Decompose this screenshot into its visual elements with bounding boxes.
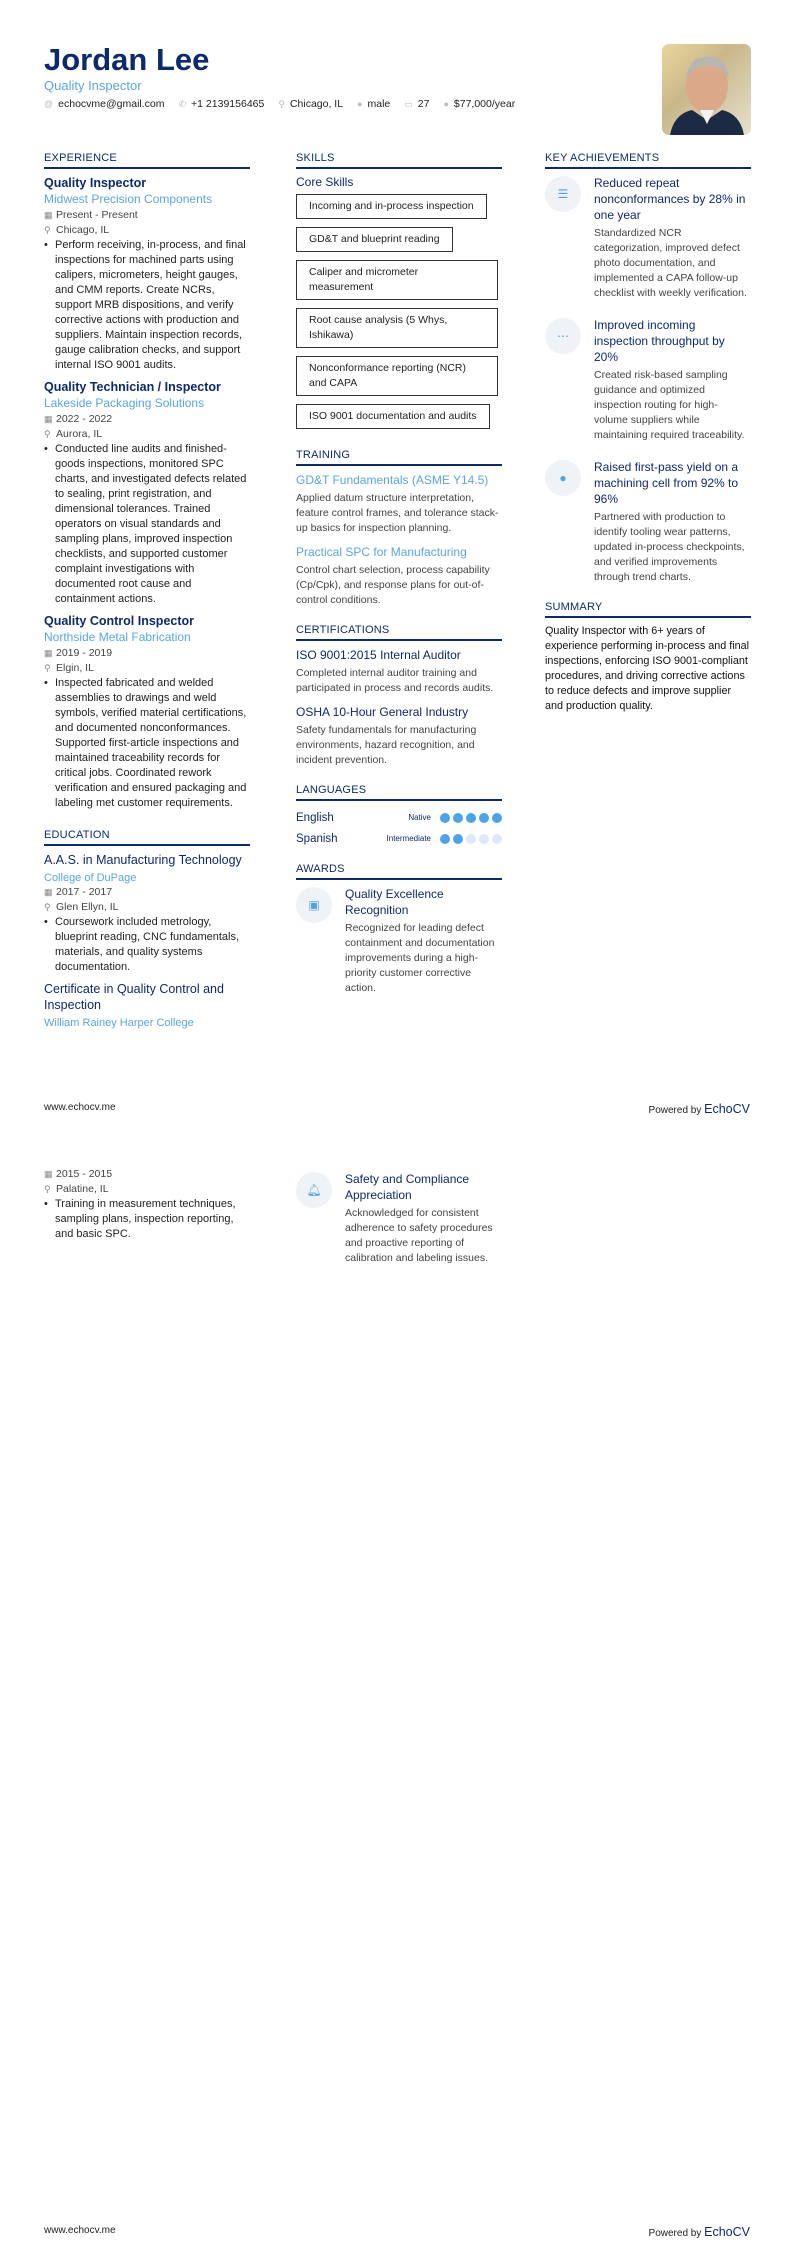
award-desc: Acknowledged for consistent adherence to safety procedures and proactive reporting of calibration and labeling issues. — [345, 1207, 493, 1264]
proficiency-dot — [492, 834, 502, 844]
skill-tag: ISO 9001 documentation and audits — [296, 404, 490, 429]
calendar-icon: ▦ — [44, 414, 53, 424]
education-bullet: Training in measurement techniques, sampling plans, inspection reporting, and basic SPC. — [55, 1198, 236, 1240]
location-pin-icon: ⚲ — [44, 902, 51, 912]
degree: Certificate in Quality Control and Inspection — [44, 982, 224, 1012]
middle-column — [296, 152, 502, 1012]
certifications-title: ISO 9001:2015 Internal Auditor — [296, 648, 461, 662]
email: echocvme@gmail.com — [58, 98, 165, 110]
training-desc: Applied datum structure interpretation, feature control frames, and tolerance stack-up basics for inspection planning. — [296, 492, 499, 534]
proficiency-dot — [453, 834, 463, 844]
skill-row — [296, 308, 502, 356]
achievement-desc: Partnered with production to identify tooling wear patterns, updated in-process checkpoints, and verified improvements through trend charts. — [594, 511, 745, 583]
summary-heading: SUMMARY — [545, 601, 751, 618]
training-desc: Control chart selection, process capability (Cp/Cpk), and response plans for out-of-control conditions. — [296, 564, 490, 606]
skill-tag: Root cause analysis (5 Whys, Ishikawa) — [296, 308, 498, 348]
experience-heading: EXPERIENCE — [44, 152, 250, 169]
brand-logo: EchoCV — [704, 1102, 750, 1116]
language-level: Native — [408, 813, 431, 822]
achievement-item — [545, 459, 751, 593]
award-item — [296, 886, 502, 1004]
bullet-dot: • — [44, 239, 48, 251]
achievements-heading: KEY ACHIEVEMENTS — [545, 152, 751, 169]
skill-tag: Nonconformance reporting (NCR) and CAPA — [296, 356, 498, 396]
award-desc: Recognized for leading defect containment and documentation improvements during a high-priority customer corrective action. — [345, 922, 495, 994]
job-title: Quality Technician / Inspector — [44, 380, 221, 394]
achievement-content — [594, 175, 751, 309]
dates-row — [44, 412, 250, 427]
middle-column-continued — [296, 1171, 502, 1282]
bullet-text: Inspected fabricated and welded assemblies to drawings and weld symbols, verified material certifications, and documented nonconformances. Supported first-article inspections and maintained traceability records for critical jobs. Coordinated rework verification and ensured packaging and labeling met customer requirements. — [55, 677, 247, 809]
badge-icon: ● — [545, 460, 581, 496]
experience-entry — [44, 175, 250, 373]
candidate-name: Jordan Lee — [44, 42, 210, 77]
certifications-desc: Completed internal auditor training and participated in process and records audits. — [296, 667, 494, 694]
awards-heading: AWARDS — [296, 863, 502, 880]
education-heading: EDUCATION — [44, 829, 250, 846]
left-column — [44, 152, 250, 1030]
proficiency-dot — [466, 813, 476, 823]
brand-logo: EchoCV — [704, 2225, 750, 2239]
location-pin-icon: ⚲ — [44, 225, 51, 235]
bell-icon: 🔔︎ — [296, 1172, 332, 1208]
skill-tag: Incoming and in-process inspection — [296, 194, 487, 219]
award-item — [296, 1171, 502, 1274]
location-pin-icon: ⚲ — [44, 429, 51, 439]
location-row — [44, 223, 250, 238]
contact-row — [44, 98, 515, 110]
skill-row — [296, 356, 502, 404]
resume-page-2 — [0, 1123, 794, 2246]
achievement-desc: Created risk-based sampling guidance and optimized inspection routing for high-volume suppliers while maintaining required traceability. — [594, 369, 745, 441]
proficiency-dot — [492, 813, 502, 823]
language-name: English — [296, 811, 334, 824]
calendar-icon: ▦ — [44, 887, 53, 897]
training-title: Practical SPC for Manufacturing — [296, 545, 467, 559]
skills-heading: SKILLS — [296, 152, 502, 169]
education-bullet: Coursework included metrology, blueprint reading, CNC fundamentals, materials, and quality systems documentation. — [55, 916, 240, 973]
dots-icon: ⋯ — [545, 318, 581, 354]
dates: Present - Present — [56, 209, 138, 221]
award-title: Safety and Compliance Appreciation — [345, 1172, 470, 1202]
bullet-dot: • — [44, 677, 48, 689]
location-pin-icon: ⚲ — [44, 663, 51, 673]
bullet-text: Conducted line audits and finished-goods inspections, monitored SPC charts, and investigated defects related to sealing, print registration, and dimensional tolerances. Trained operators on visual standards and sampling plans, improved inspection checklists, and supported customer complaint investigations with documented root cause and containment actions. — [55, 443, 247, 605]
skill-row — [296, 227, 502, 260]
languages-heading: LANGUAGES — [296, 784, 502, 801]
powered-by: Powered by — [648, 1105, 702, 1116]
achievement-item — [545, 175, 751, 309]
achievement-content — [594, 459, 751, 593]
proficiency-dot — [440, 813, 450, 823]
bullet-item — [44, 442, 250, 607]
salary-icon: ● — [443, 99, 449, 109]
calendar-icon: ▦ — [44, 210, 53, 220]
skill-group-title: Core Skills — [296, 175, 354, 189]
summary-text: Quality Inspector with 6+ years of experience performing in-process and final inspections, enforcing ISO 9001-compliant procedures, and driving corrective actions to reduce defects and improve supplier and production quality. — [545, 625, 750, 712]
bullet-item — [44, 238, 250, 373]
skill-tag: Caliper and micrometer measurement — [296, 260, 498, 300]
achievement-content — [594, 317, 751, 451]
person-icon: ● — [357, 99, 363, 109]
location-row — [44, 661, 250, 676]
email-icon: @ — [44, 99, 54, 109]
dates: 2015 - 2015 — [56, 1168, 113, 1180]
experience-entry — [44, 379, 250, 607]
location-row — [44, 427, 250, 442]
company-name: Lakeside Packaging Solutions — [44, 396, 205, 410]
school: College of DuPage — [44, 872, 137, 884]
phone: +1 2139156465 — [191, 98, 265, 110]
bullet-item — [44, 676, 250, 811]
language-name: Spanish — [296, 832, 338, 845]
skill-tag: GD&T and blueprint reading — [296, 227, 453, 252]
footer — [44, 1102, 750, 1116]
candidate-title: Quality Inspector — [44, 78, 142, 93]
certifications-desc: Safety fundamentals for manufacturing environments, hazard recognition, and incident prevention. — [296, 724, 477, 766]
achievement-title: Improved incoming inspection throughput by 20% — [594, 318, 725, 364]
achievement-desc: Standardized NCR categorization, improved defect photo documentation, and implemented a CAPA follow-up checklist with weekly verification. — [594, 227, 747, 299]
location-pin-icon: ⚲ — [44, 1184, 51, 1194]
job-title: Quality Control Inspector — [44, 614, 195, 628]
age: 27 — [417, 98, 430, 110]
company-name: Northside Metal Fabrication — [44, 630, 191, 644]
achievement-title: Raised first-pass yield on a machining cell from 92% to 96% — [594, 460, 739, 506]
bullet-text: Perform receiving, in-process, and final inspections for machined parts using calipers, micrometers, height gauges, and CMM reports. Create NCRs, support MRB dispositions, and verify corrective actions with production and suppliers. Maintain inspection records, gauge calibration checks, and support internal ISO 9001 audits. — [55, 239, 246, 371]
location: Chicago, IL — [289, 98, 344, 110]
calendar-icon: ▦ — [44, 648, 53, 658]
education-entry: A.A.S. in Manufacturing Technology College of DuPage ▦ 2017 - 2017 ⚲ Glen Ellyn, IL • Coursework included metrology, blueprint reading, CNC fundamentals, materials, and quality systems documentation. — [44, 852, 250, 975]
dates: 2019 - 2019 — [56, 647, 113, 659]
location: Chicago, IL — [56, 224, 110, 236]
language-level: Intermediate — [386, 834, 431, 843]
company-name: Midwest Precision Components — [44, 192, 213, 206]
salary: $77,000/year — [453, 98, 516, 110]
proficiency-dot — [440, 834, 450, 844]
proficiency-dot — [453, 813, 463, 823]
profile-photo — [662, 44, 751, 135]
footer-site-link[interactable]: www.echocv.me — [44, 2225, 116, 2236]
calendar-icon: ▦ — [44, 1169, 53, 1179]
award-title: Quality Excellence Recognition — [345, 887, 444, 917]
phone-icon: ✆ — [178, 99, 187, 109]
bullet-dot: • — [44, 443, 48, 455]
calendar-icon: ▭ — [404, 99, 413, 109]
footer — [44, 2225, 750, 2239]
lines-icon: ☰ — [545, 176, 581, 212]
training-heading: TRAINING — [296, 449, 502, 466]
achievement-title: Reduced repeat nonconformances by 28% in one year — [594, 176, 746, 222]
dates-row — [44, 208, 250, 223]
skill-row — [296, 404, 502, 437]
location: Palatine, IL — [56, 1183, 109, 1195]
skill-row — [296, 260, 502, 308]
left-column-continued: ▦ 2015 - 2015 ⚲ Palatine, IL • Training in measurement techniques, sampling plans, inspection reporting, and basic SPC. — [44, 1167, 250, 1248]
school: William Rainey Harper College — [44, 1017, 194, 1029]
footer-site-link[interactable]: www.echocv.me — [44, 1102, 116, 1113]
powered-by: Powered by — [648, 2228, 702, 2239]
location: Aurora, IL — [56, 428, 103, 440]
proficiency-dot — [479, 834, 489, 844]
proficiency-dot — [466, 834, 476, 844]
bookmark-icon: ▣ — [296, 887, 332, 923]
gender: male — [367, 98, 391, 110]
certifications-heading: CERTIFICATIONS — [296, 624, 502, 641]
dates: 2022 - 2022 — [56, 413, 113, 425]
achievement-item — [545, 317, 751, 451]
skill-row — [296, 194, 502, 227]
degree: A.A.S. in Manufacturing Technology — [44, 853, 242, 867]
language-row — [296, 807, 502, 828]
dates-row — [44, 646, 250, 661]
experience-entry — [44, 613, 250, 811]
right-column — [545, 152, 751, 714]
location: Elgin, IL — [56, 662, 94, 674]
language-row — [296, 828, 502, 849]
proficiency-dot — [479, 813, 489, 823]
certifications-title: OSHA 10-Hour General Industry — [296, 705, 469, 719]
location: Glen Ellyn, IL — [56, 901, 119, 913]
dates: 2017 - 2017 — [56, 886, 113, 898]
location-icon: ⚲ — [278, 99, 285, 109]
training-title: GD&T Fundamentals (ASME Y14.5) — [296, 473, 489, 487]
job-title: Quality Inspector — [44, 176, 147, 190]
